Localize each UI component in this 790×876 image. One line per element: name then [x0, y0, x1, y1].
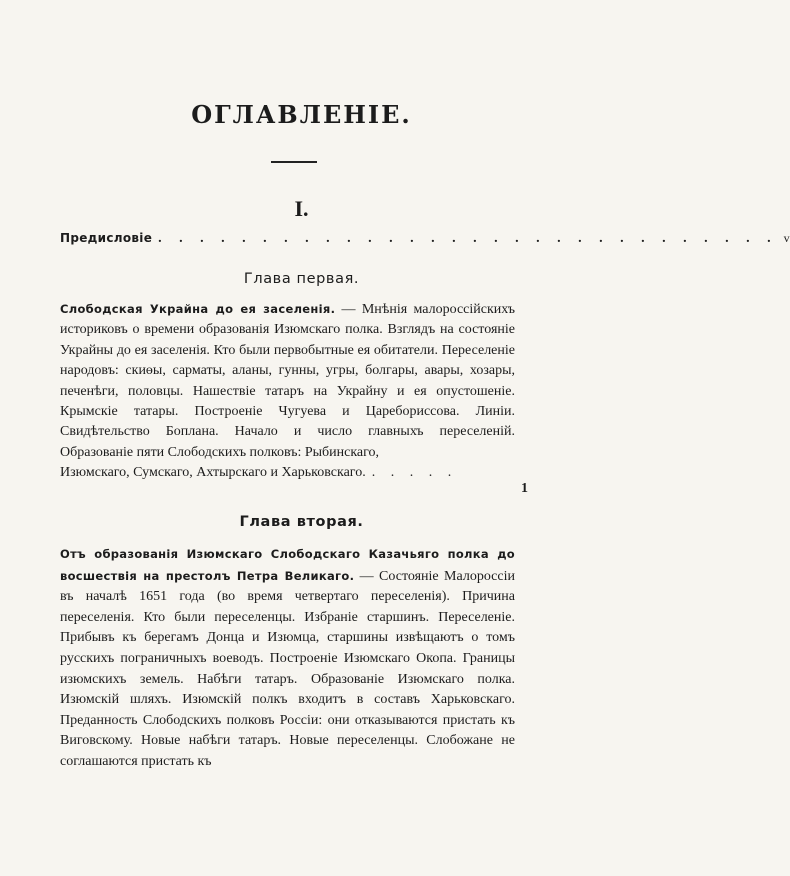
part-number: I. — [294, 196, 309, 221]
chapter-1-last-line-text: Изюмскаго, Сумскаго, Ахтырскаго и Харьковскаго. — [60, 465, 366, 481]
toc-entry-chapter-1[interactable] — [60, 299, 515, 484]
leader-dots: . . . . . — [371, 465, 458, 481]
chapter-2-heading: Глава вторая. — [239, 514, 364, 530]
toc-entry-preface[interactable] — [60, 231, 790, 253]
chapter-1-summary: — Мнѣнія малороссійскихъ историковъ о времени образованія Изюмскаго полка. Взглядъ на состояніе Украйны до ея заселенія. Кто были первобытные ея обитатели. Переселеніе народовъ: скиѳы, сарматы, аланы, гунны, угры, болгары, авары, хозары, печенѣги, половцы. Нашествіе татаръ на Украйну и ея опустошеніе. Крымскіе татары. Построеніе Чугуева и Царебориссова. Линіи. Свидѣтельство Боплана. Начало и число главныхъ переселеній. Образованіе пяти Слободскихъ полковъ: Рыбинскаго, — [60, 302, 515, 460]
chapter-1-page-number: 1 — [521, 481, 528, 496]
title-rule — [271, 161, 317, 163]
preface-page-number: v — [783, 231, 790, 245]
preface-label: Предисловіе — [60, 231, 153, 245]
chapter-1-heading: Глава первая. — [243, 271, 360, 287]
chapter-2-lead: Отъ образованія Изюмскаго Слободскаго Казачьяго полка до восшествія на престолъ Петра Великаго. — [60, 547, 515, 583]
chapter-1-lead: Слободская Украйна до ея заселенія. — [60, 302, 336, 316]
chapter-2-summary: — Состояніе Малороссіи въ началѣ 1651 года (во время четвертаго переселенія). Причина переселенія. Кто были переселенцы. Избраніе старшинъ. Переселеніе. Прибывъ къ берегамъ Донца и Изюмца, старшины извѣщаютъ о томъ русскихъ пограничныхъ воеводъ. Построеніе Изюмскаго Окопа. Границы изюмскихъ земель. Набѣги татаръ. Образованіе Изюмскаго полка. Изюмскій шляхъ. Изюмскій полкъ входитъ в составъ Харьковскаго. Преданность Слободскихъ полковъ Россіи: они отказываются пристать къ Виговскому. Новые набѣги татаръ. Новые переселенцы. Слобожане не соглашаются пристать къ — [60, 568, 515, 769]
page-title: ОГЛАВЛЕНІЕ. — [191, 100, 412, 129]
chapter-1-last-line — [60, 463, 515, 483]
leader-dots: . . . . . . . . . . . . . . . . . . . . . . . . . . . . . . — [158, 231, 778, 246]
toc-entry-chapter-2[interactable] — [60, 544, 515, 773]
